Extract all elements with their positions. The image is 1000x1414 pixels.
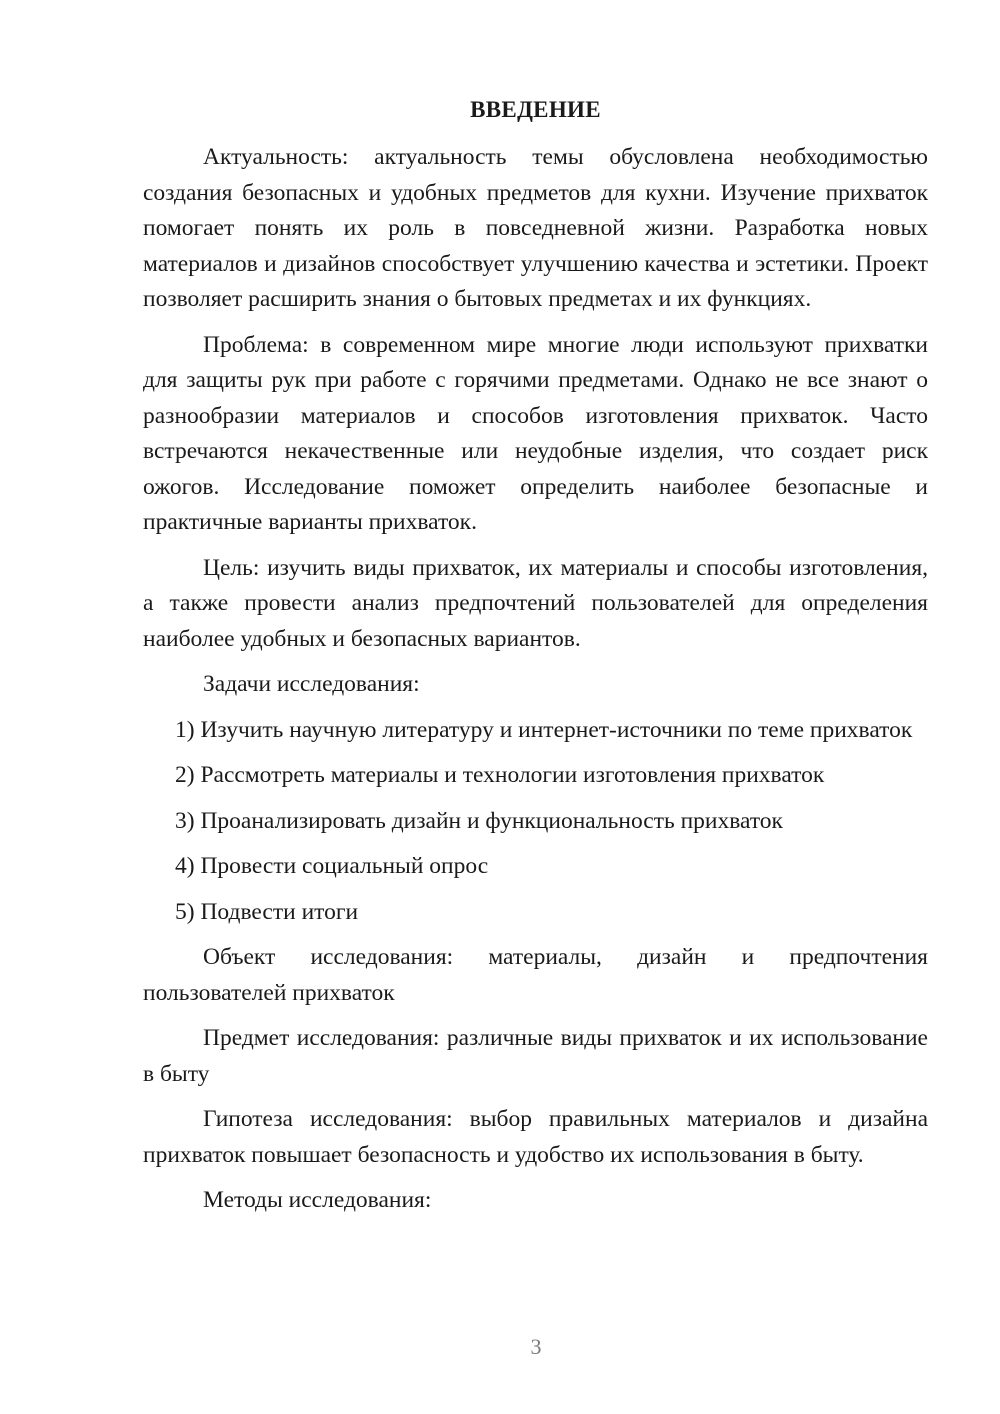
goal-paragraph: Цель: изучить виды прихваток, их материалы и способы изготовления, а также провести анализ предпочтений пользователей для определения наиболее удобных и безопасных вариантов. <box>143 554 928 652</box>
object-paragraph: Объект исследования: материалы, дизайн и предпочтения пользователей прихваток <box>143 944 928 1006</box>
relevance-paragraph: Актуальность: актуальность темы обусловлена необходимостью создания безопасных и удобных предметов для кухни. Изучение прихваток помогает понять их роль в повседневной жизни. Разработка новых материалов и дизайнов способствует улучшению качества и эстетики. Проект позволяет расширить знания о бытовых предметах и их функциях. <box>143 144 928 312</box>
task-item: 3) Проанализировать дизайн и функциональность прихваток <box>175 807 783 834</box>
task-item: 4) Провести социальный опрос <box>175 853 489 879</box>
problem-paragraph: Проблема: в современном мире многие люди используют прихватки для защиты рук при работе с горячими предметами. Однако не все знают о разнообразии материалов и способов изготовления прихваток. Часто встречаются некачественные или неудобные изделия, что создает риск ожогов. Исследование поможет определить наиболее безопасные и практичные варианты прихваток. <box>143 331 928 535</box>
document-body <box>143 92 928 1229</box>
section-heading: ВВЕДЕНИЕ <box>470 97 601 122</box>
methods-title: Методы исследования: <box>203 1187 432 1213</box>
task-item: 5) Подвести итоги <box>175 898 359 925</box>
tasks-list <box>143 713 928 931</box>
task-item: 1) Изучить научную литературу и интернет-источники по теме прихваток <box>175 716 913 743</box>
hypothesis-paragraph: Гипотеза исследования: выбор правильных материалов и дизайна прихваток повышает безопасность и удобство их использования в быту. <box>143 1106 928 1168</box>
page-number: 3 <box>530 1334 542 1359</box>
subject-paragraph: Предмет исследования: различные виды прихваток и их использование в быту <box>143 1025 928 1087</box>
tasks-title: Задачи исследования: <box>203 671 420 697</box>
task-item: 2) Рассмотреть материалы и технологии изготовления прихваток <box>175 762 825 788</box>
